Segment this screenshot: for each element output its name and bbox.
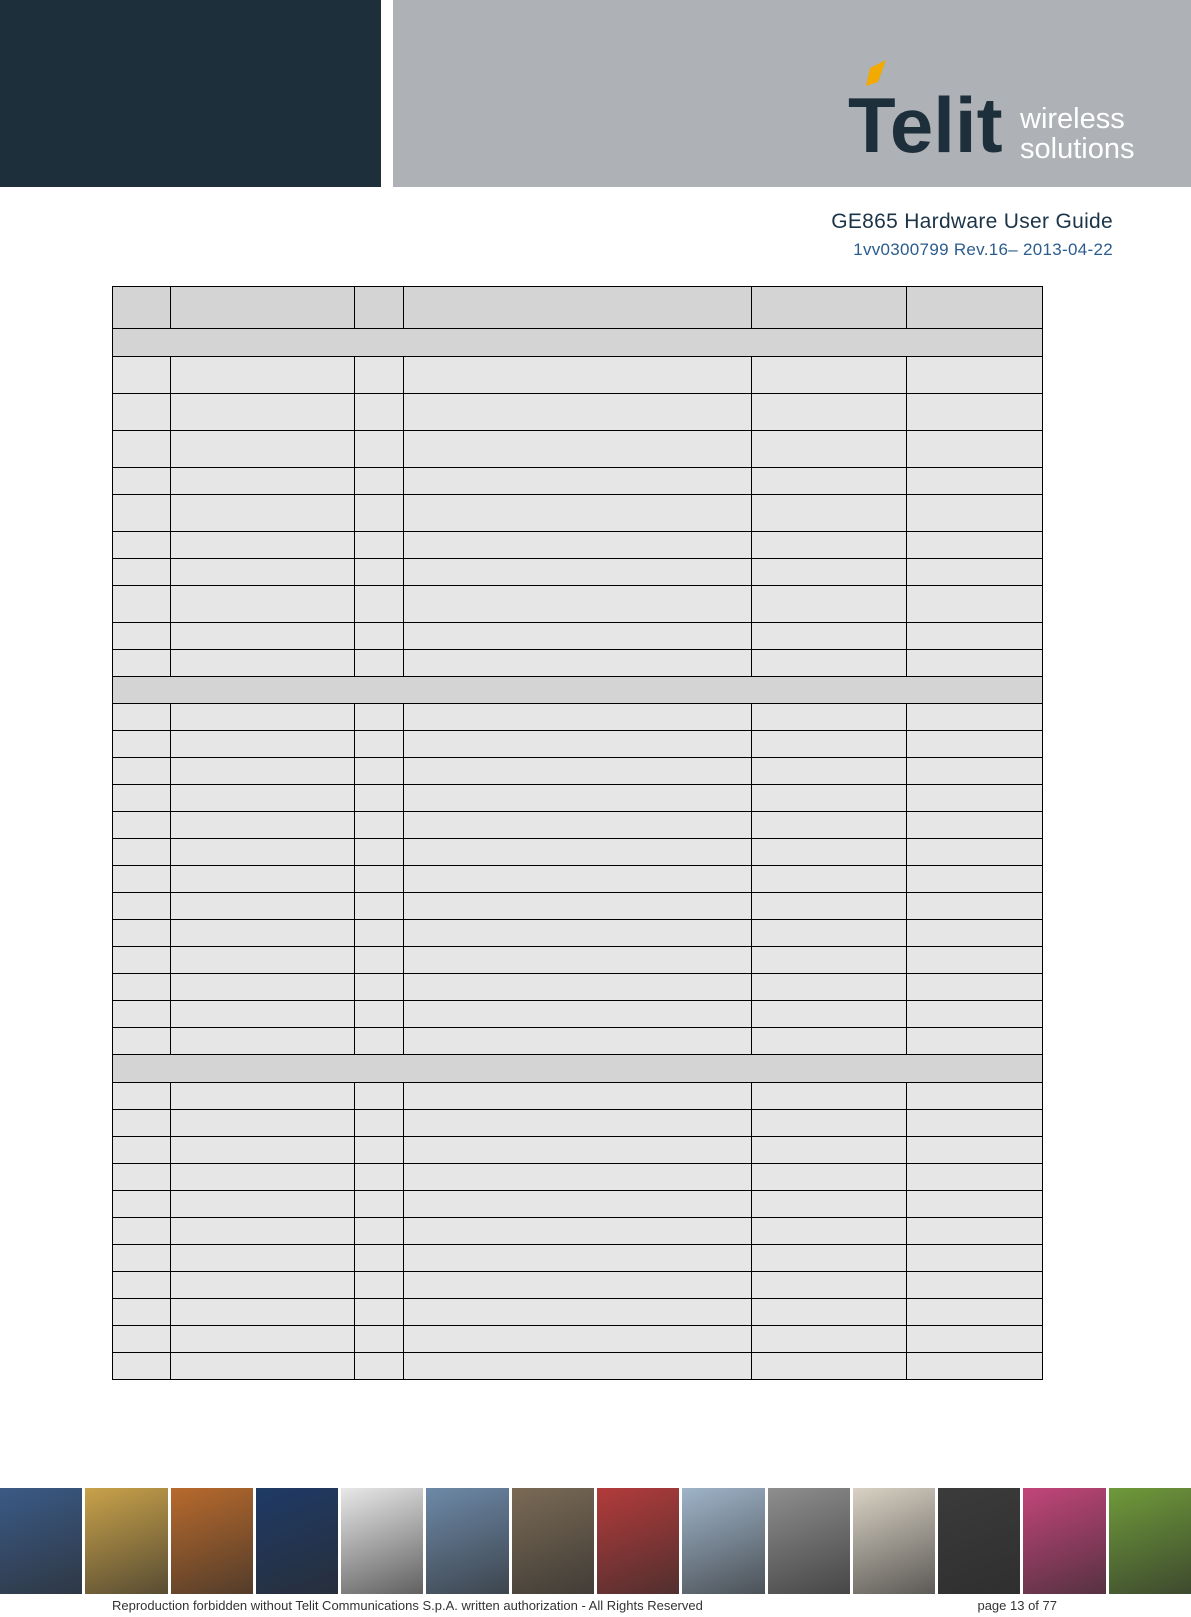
svg-text:Telit: Telit xyxy=(848,81,1003,169)
table-row xyxy=(113,650,1043,677)
header-band-dark xyxy=(0,0,381,187)
table-cell xyxy=(113,758,171,785)
table-cell xyxy=(404,704,752,731)
table-cell xyxy=(113,431,171,468)
table-cell xyxy=(752,866,907,893)
table-cell xyxy=(355,1191,404,1218)
table-cell xyxy=(752,1326,907,1353)
table-cell xyxy=(907,1137,1043,1164)
table-cell xyxy=(404,1110,752,1137)
table-cell xyxy=(404,495,752,532)
table-cell xyxy=(752,785,907,812)
photo-tile xyxy=(512,1488,594,1594)
table-cell xyxy=(752,532,907,559)
table-row xyxy=(113,1137,1043,1164)
table-cell xyxy=(113,839,171,866)
table-cell xyxy=(752,623,907,650)
table-cell xyxy=(752,1001,907,1028)
table-cell xyxy=(752,1137,907,1164)
table-cell xyxy=(404,920,752,947)
table-row xyxy=(113,1218,1043,1245)
table-row xyxy=(113,1272,1043,1299)
table-cell xyxy=(355,1299,404,1326)
table-row xyxy=(113,532,1043,559)
table-cell xyxy=(907,586,1043,623)
table-cell xyxy=(907,1028,1043,1055)
table-cell xyxy=(404,893,752,920)
table-cell xyxy=(355,532,404,559)
table-cell xyxy=(404,532,752,559)
table-cell xyxy=(752,394,907,431)
table-cell xyxy=(752,893,907,920)
table-cell xyxy=(404,1353,752,1380)
photo-tile xyxy=(341,1488,423,1594)
table-cell xyxy=(355,559,404,586)
table-cell xyxy=(752,1083,907,1110)
column-header xyxy=(404,287,752,329)
table-cell xyxy=(171,1164,355,1191)
table-cell xyxy=(171,623,355,650)
table-cell xyxy=(171,431,355,468)
table-cell xyxy=(907,1245,1043,1272)
table-cell xyxy=(907,893,1043,920)
table-row xyxy=(113,357,1043,394)
table-cell xyxy=(171,357,355,394)
column-header xyxy=(752,287,907,329)
table-cell xyxy=(907,532,1043,559)
table-cell xyxy=(404,586,752,623)
table-cell xyxy=(171,1299,355,1326)
table-cell xyxy=(355,650,404,677)
table-cell xyxy=(752,650,907,677)
table-cell xyxy=(355,1137,404,1164)
table-row xyxy=(113,623,1043,650)
table-cell xyxy=(355,920,404,947)
section-cell xyxy=(113,677,1043,704)
table-cell xyxy=(907,1083,1043,1110)
table-row xyxy=(113,1164,1043,1191)
table-cell xyxy=(404,785,752,812)
table-cell xyxy=(752,468,907,495)
table-cell xyxy=(404,357,752,394)
table-cell xyxy=(113,866,171,893)
table-cell xyxy=(113,704,171,731)
table-cell xyxy=(171,785,355,812)
column-header xyxy=(171,287,355,329)
photo-tile xyxy=(426,1488,508,1594)
table-cell xyxy=(171,866,355,893)
table-row xyxy=(113,731,1043,758)
table-cell xyxy=(355,1164,404,1191)
table-cell xyxy=(907,1326,1043,1353)
table-cell xyxy=(907,947,1043,974)
table-cell xyxy=(113,1164,171,1191)
table-cell xyxy=(404,1028,752,1055)
table-cell xyxy=(752,1110,907,1137)
table-row xyxy=(113,785,1043,812)
table-cell xyxy=(404,731,752,758)
table-cell xyxy=(113,731,171,758)
table-cell xyxy=(355,1028,404,1055)
table-row xyxy=(113,704,1043,731)
table-cell xyxy=(113,893,171,920)
table-cell xyxy=(752,1272,907,1299)
photo-tile xyxy=(768,1488,850,1594)
photo-tile xyxy=(256,1488,338,1594)
photo-tile xyxy=(597,1488,679,1594)
table-row xyxy=(113,1028,1043,1055)
table-cell xyxy=(752,1299,907,1326)
table-row xyxy=(113,947,1043,974)
table-header-row xyxy=(113,287,1043,329)
table-cell xyxy=(113,1083,171,1110)
table-cell xyxy=(171,1001,355,1028)
table-row xyxy=(113,1299,1043,1326)
photo-tile xyxy=(85,1488,167,1594)
table-cell xyxy=(355,357,404,394)
page-number: page 13 of 77 xyxy=(977,1598,1057,1613)
photo-strip xyxy=(0,1488,1191,1594)
table-cell xyxy=(404,623,752,650)
table-cell xyxy=(171,1326,355,1353)
table-cell xyxy=(355,468,404,495)
table-cell xyxy=(752,559,907,586)
table-cell xyxy=(171,947,355,974)
table-cell xyxy=(907,731,1043,758)
table-cell xyxy=(907,866,1043,893)
pinout-table xyxy=(112,286,1043,1380)
table-cell xyxy=(355,839,404,866)
table-cell xyxy=(113,1137,171,1164)
table-cell xyxy=(355,704,404,731)
table-cell xyxy=(907,920,1043,947)
table-row xyxy=(113,586,1043,623)
table-row xyxy=(113,839,1043,866)
table-cell xyxy=(171,1353,355,1380)
table-cell xyxy=(355,1001,404,1028)
table-cell xyxy=(355,731,404,758)
table-row xyxy=(113,495,1043,532)
table-cell xyxy=(907,1191,1043,1218)
table-cell xyxy=(752,920,907,947)
table-cell xyxy=(907,974,1043,1001)
table-cell xyxy=(404,1001,752,1028)
table-cell xyxy=(907,357,1043,394)
section-cell xyxy=(113,1055,1043,1083)
table-cell xyxy=(113,1326,171,1353)
table-cell xyxy=(171,559,355,586)
table-cell xyxy=(404,468,752,495)
table-row xyxy=(113,758,1043,785)
table-cell xyxy=(355,623,404,650)
table-cell xyxy=(752,495,907,532)
table-cell xyxy=(907,1110,1043,1137)
table-cell xyxy=(752,431,907,468)
table-cell xyxy=(404,812,752,839)
table-cell xyxy=(404,1164,752,1191)
table-cell xyxy=(171,1137,355,1164)
table-cell xyxy=(113,650,171,677)
table-cell xyxy=(171,650,355,677)
table-cell xyxy=(171,1083,355,1110)
table-cell xyxy=(907,495,1043,532)
table-cell xyxy=(404,1272,752,1299)
table-cell xyxy=(171,893,355,920)
table-cell xyxy=(355,1083,404,1110)
table-row xyxy=(113,1110,1043,1137)
table-cell xyxy=(752,1353,907,1380)
table-cell xyxy=(171,1245,355,1272)
copyright-notice: Reproduction forbidden without Telit Communications S.p.A. written authorization - All Rights Reserved xyxy=(112,1598,703,1613)
table-cell xyxy=(907,785,1043,812)
table-cell xyxy=(907,1299,1043,1326)
table-cell xyxy=(113,623,171,650)
table-cell xyxy=(113,468,171,495)
table-cell xyxy=(171,839,355,866)
table-cell xyxy=(907,1164,1043,1191)
table-cell xyxy=(404,947,752,974)
table-cell xyxy=(907,704,1043,731)
table-section-row xyxy=(113,677,1043,704)
table-cell xyxy=(752,1028,907,1055)
table-cell xyxy=(113,812,171,839)
column-header xyxy=(355,287,404,329)
table-cell xyxy=(907,1001,1043,1028)
table-cell xyxy=(171,394,355,431)
table-cell xyxy=(907,431,1043,468)
table-row xyxy=(113,468,1043,495)
table-cell xyxy=(907,839,1043,866)
table-cell xyxy=(752,731,907,758)
table-cell xyxy=(752,357,907,394)
table-cell xyxy=(113,394,171,431)
table-cell xyxy=(355,586,404,623)
table-cell xyxy=(171,974,355,1001)
table-cell xyxy=(404,758,752,785)
table-cell xyxy=(752,974,907,1001)
table-cell xyxy=(355,785,404,812)
table-cell xyxy=(355,1245,404,1272)
table-row xyxy=(113,394,1043,431)
table-cell xyxy=(113,1191,171,1218)
table-cell xyxy=(171,468,355,495)
footer xyxy=(112,1598,1057,1613)
table-row xyxy=(113,1191,1043,1218)
table-cell xyxy=(113,1028,171,1055)
table-row xyxy=(113,1326,1043,1353)
column-header xyxy=(907,287,1043,329)
table-cell xyxy=(171,1218,355,1245)
table-cell xyxy=(113,1353,171,1380)
table-cell xyxy=(171,586,355,623)
table-cell xyxy=(355,1353,404,1380)
table-cell xyxy=(404,431,752,468)
table-cell xyxy=(404,1083,752,1110)
table-cell xyxy=(907,559,1043,586)
table-cell xyxy=(113,532,171,559)
table-row xyxy=(113,1001,1043,1028)
table-row xyxy=(113,920,1043,947)
table-cell xyxy=(113,495,171,532)
table-cell xyxy=(404,1299,752,1326)
table-cell xyxy=(355,1326,404,1353)
table-cell xyxy=(171,704,355,731)
photo-tile xyxy=(1109,1488,1191,1594)
table-cell xyxy=(752,586,907,623)
table-cell xyxy=(404,394,752,431)
table-cell xyxy=(171,1191,355,1218)
table-cell xyxy=(355,812,404,839)
table-cell xyxy=(907,623,1043,650)
table-row xyxy=(113,1083,1043,1110)
photo-tile xyxy=(682,1488,764,1594)
document-code: 1vv0300799 Rev.16– 2013-04-22 xyxy=(853,240,1113,259)
section-cell xyxy=(113,329,1043,357)
table-cell xyxy=(752,839,907,866)
table-row xyxy=(113,1245,1043,1272)
table-cell xyxy=(113,1299,171,1326)
table-cell xyxy=(113,1001,171,1028)
table-cell xyxy=(113,1245,171,1272)
table-cell xyxy=(113,1218,171,1245)
table-cell xyxy=(907,812,1043,839)
table-cell xyxy=(355,758,404,785)
document-title: GE865 Hardware User Guide xyxy=(831,210,1113,233)
photo-tile xyxy=(938,1488,1020,1594)
table-cell xyxy=(171,1110,355,1137)
table-cell xyxy=(171,532,355,559)
table-cell xyxy=(171,1272,355,1299)
table-row xyxy=(113,893,1043,920)
table-row xyxy=(113,431,1043,468)
table-cell xyxy=(752,1191,907,1218)
table-cell xyxy=(355,394,404,431)
table-cell xyxy=(404,839,752,866)
column-header xyxy=(113,287,171,329)
table-section-row xyxy=(113,329,1043,357)
table-cell xyxy=(404,1218,752,1245)
table-row xyxy=(113,974,1043,1001)
photo-tile xyxy=(1023,1488,1105,1594)
table-cell xyxy=(752,812,907,839)
table-cell xyxy=(752,947,907,974)
table-cell xyxy=(113,974,171,1001)
photo-tile xyxy=(853,1488,935,1594)
table-cell xyxy=(907,1353,1043,1380)
table-cell xyxy=(907,394,1043,431)
table-cell xyxy=(752,1245,907,1272)
table-cell xyxy=(355,1110,404,1137)
table-cell xyxy=(113,785,171,812)
table-cell xyxy=(355,1272,404,1299)
table-cell xyxy=(171,812,355,839)
table-cell xyxy=(404,1326,752,1353)
table-cell xyxy=(752,704,907,731)
table-cell xyxy=(355,495,404,532)
table-row xyxy=(113,559,1043,586)
svg-text:wireless: wireless xyxy=(1020,103,1125,135)
table-row xyxy=(113,812,1043,839)
table-cell xyxy=(171,1028,355,1055)
table-cell xyxy=(171,920,355,947)
table-cell xyxy=(752,1218,907,1245)
table-cell xyxy=(171,495,355,532)
table-cell xyxy=(113,1110,171,1137)
table-cell xyxy=(404,1191,752,1218)
table-cell xyxy=(404,1245,752,1272)
table-cell xyxy=(404,974,752,1001)
table-cell xyxy=(907,1272,1043,1299)
table-cell xyxy=(171,758,355,785)
table-cell xyxy=(907,468,1043,495)
table-cell xyxy=(113,920,171,947)
table-cell xyxy=(404,559,752,586)
photo-tile xyxy=(171,1488,253,1594)
table-cell xyxy=(752,758,907,785)
table-cell xyxy=(404,650,752,677)
table-cell xyxy=(404,1137,752,1164)
svg-text:solutions: solutions xyxy=(1020,133,1135,165)
table-cell xyxy=(113,586,171,623)
table-section-row xyxy=(113,1055,1043,1083)
table-cell xyxy=(113,357,171,394)
table-cell xyxy=(355,1218,404,1245)
table-row xyxy=(113,1353,1043,1380)
table-cell xyxy=(907,650,1043,677)
table-cell xyxy=(113,559,171,586)
table-cell xyxy=(171,731,355,758)
telit-logo xyxy=(848,60,1168,170)
table-cell xyxy=(907,758,1043,785)
table-cell xyxy=(355,431,404,468)
table-cell xyxy=(113,1272,171,1299)
table-row xyxy=(113,866,1043,893)
table-cell xyxy=(355,866,404,893)
table-cell xyxy=(355,974,404,1001)
photo-tile xyxy=(0,1488,82,1594)
table-cell xyxy=(907,1218,1043,1245)
table-cell xyxy=(113,947,171,974)
table-cell xyxy=(355,947,404,974)
table-cell xyxy=(752,1164,907,1191)
table-cell xyxy=(355,893,404,920)
table-cell xyxy=(404,866,752,893)
